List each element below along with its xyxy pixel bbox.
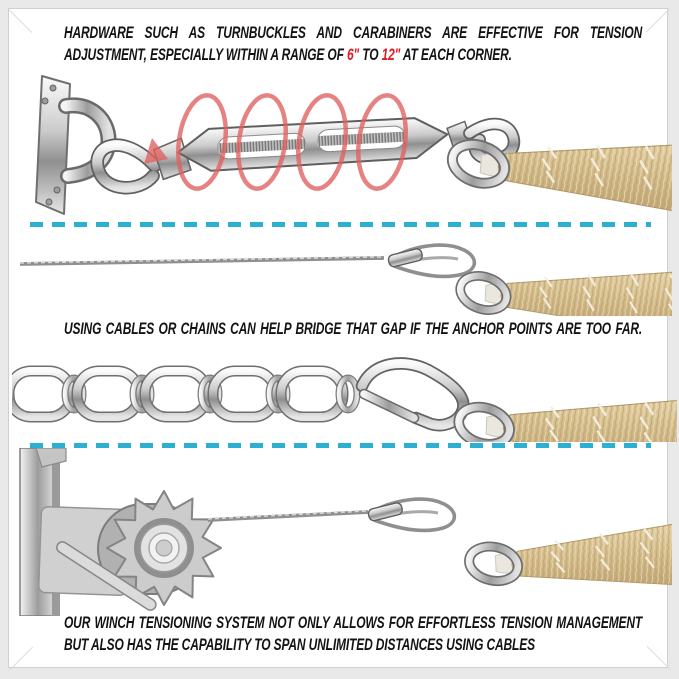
turnbuckle-photo <box>12 72 672 222</box>
caption-top-line2-post: AT EACH CORNER. <box>400 44 512 64</box>
caption-top-line2-pre: ADJUSTMENT, ESPECIALLY WITHIN A RANGE OF <box>64 44 347 64</box>
caption-bottom-line2: BUT ALSO HAS THE CAPABILITY TO SPAN UNLIMITED DISTANCES USING CABLES <box>64 634 535 654</box>
winch-photo <box>12 448 672 616</box>
caption-top <box>64 22 642 65</box>
cable-loop-ferrule <box>367 499 454 530</box>
cable-photo <box>12 236 672 316</box>
range-min-value: 6" <box>346 44 360 64</box>
caption-top-line2 <box>64 44 642 66</box>
pad-eye-mount <box>36 76 109 214</box>
caption-bottom <box>64 612 642 655</box>
strap-corner <box>453 389 677 442</box>
cable-loop-ferrule <box>387 245 474 276</box>
carabiner <box>362 363 463 425</box>
caption-middle <box>64 318 642 340</box>
strap-corner <box>455 259 672 316</box>
chain-photo <box>12 352 677 442</box>
caption-top-line1: HARDWARE SUCH AS TURNBUCKLES AND CARABINERS ARE EFFECTIVE FOR TENSION <box>64 23 643 42</box>
caption-top-line2-mid: TO <box>359 44 382 64</box>
dashed-divider-top <box>30 222 651 227</box>
chain <box>12 371 357 417</box>
steel-cable <box>20 257 384 264</box>
winch-cable <box>208 511 368 520</box>
caption-bottom-line1: OUR WINCH TENSIONING SYSTEM NOT ONLY ALLOWS FOR EFFORTLESS TENSION MANAGEMENT <box>64 613 643 632</box>
caption-middle-text: USING CABLES OR CHAINS CAN HELP BRIDGE THAT GAP IF THE ANCHOR POINTS ARE TOO FAR. <box>64 319 643 338</box>
dashed-divider-bottom <box>30 443 651 448</box>
winch-hub <box>134 518 194 578</box>
range-max-value: 12" <box>381 44 401 64</box>
turnbuckle-body <box>177 116 449 172</box>
strap-corner <box>464 519 672 599</box>
